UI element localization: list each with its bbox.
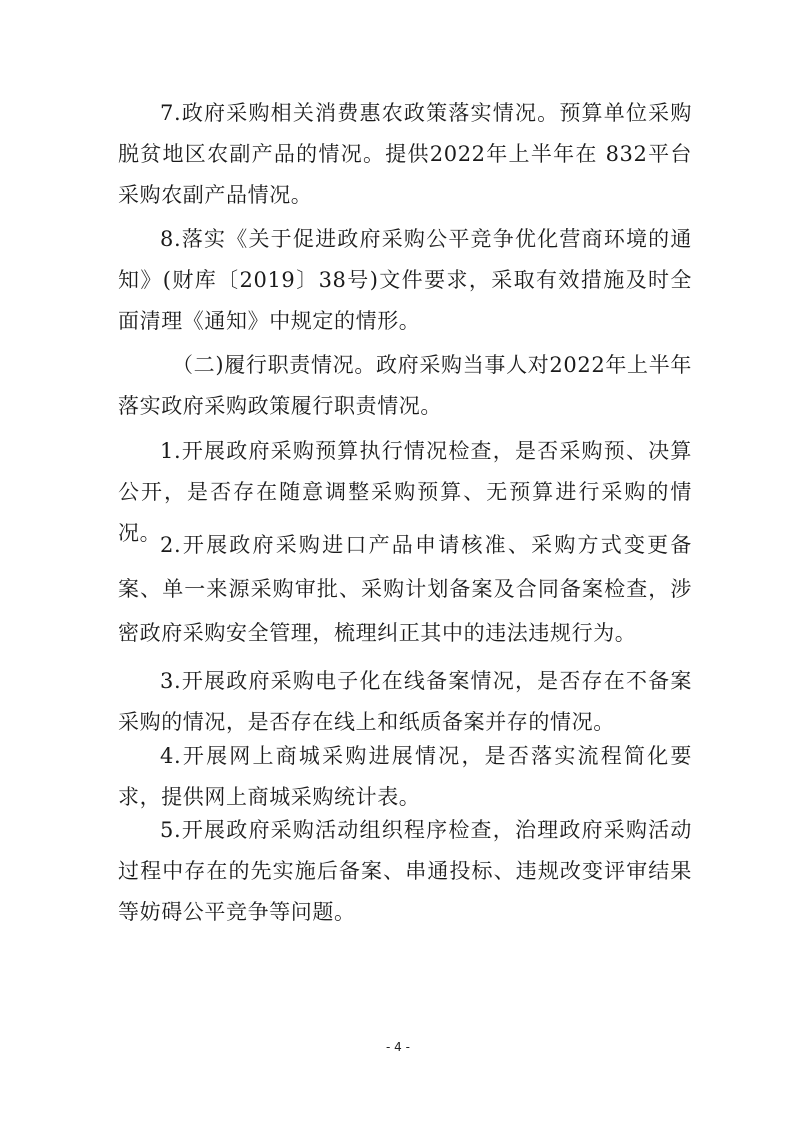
- paragraph-item-7: 7.政府采购相关消费惠农政策落实情况。预算单位采购脱贫地区农副产品的情况。提供2022年上半年在 832平台采购农副产品情况。: [118, 101, 692, 207]
- paragraph-item-8: 8.落实《关于促进政府采购公平竞争优化营商环境的通知》(财库〔2019〕38号)文件要求，采取有效措施及时全面清理《通知》中规定的情形。: [118, 227, 692, 333]
- paragraph-item-4: 4.开展网上商城采购进展情况，是否落实流程简化要求，提供网上商城采购统计表。: [118, 744, 692, 809]
- paragraph-item-3: 3.开展政府采购电子化在线备案情况，是否存在不备案采购的情况，是否存在线上和纸质备案并存的情况。: [118, 669, 692, 734]
- paragraph-item-2: 2.开展政府采购进口产品申请核准、采购方式变更备案、单一来源采购审批、采购计划备案及合同备案检查，涉密政府采购安全管理，梳理纠正其中的违法违规行为。: [118, 533, 692, 645]
- paragraph-item-1: 1.开展政府采购预算执行情况检查，是否采购预、决算公开，是否存在随意调整采购预算、无预算进行采购的情况。: [118, 439, 692, 545]
- page-number: - 4 -: [386, 1040, 410, 1054]
- paragraph-item-5: 5.开展政府采购活动组织程序检查，治理政府采购活动过程中存在的先实施后备案、串通投标、违规改变评审结果等妨碍公平竞争等问题。: [118, 818, 692, 924]
- section-heading-duties: （二)履行职责情况。政府采购当事人对2022年上半年落实政府采购政策履行职责情况。: [118, 353, 692, 418]
